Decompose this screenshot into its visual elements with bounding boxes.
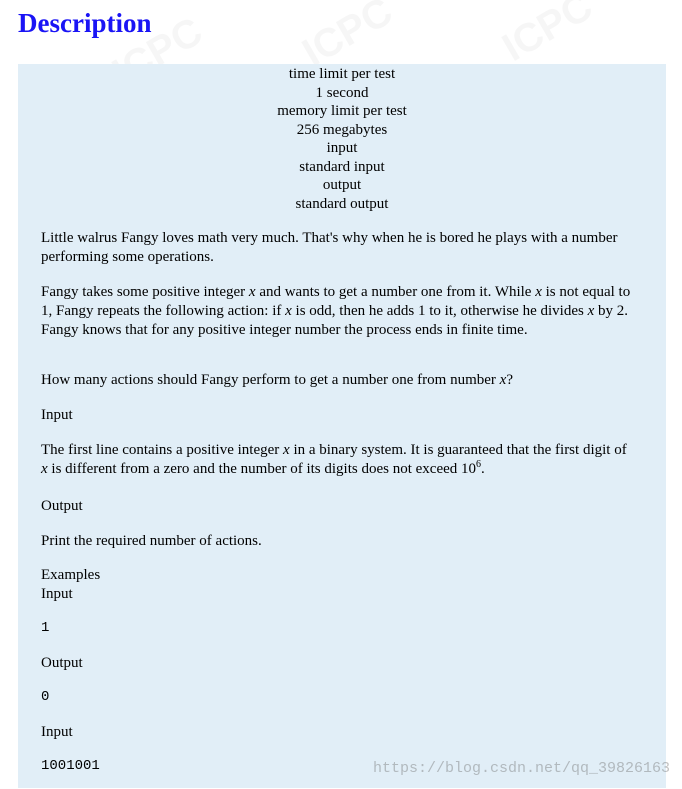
example-input-label: Input	[41, 586, 73, 602]
statement-paragraph-2: Fangy takes some positive integer x and wants to get a number one from it. While x is not equal to 1, Fangy repeats the following action: if x is odd, then he adds 1 to it, otherwise he divides x by 2. Fangy knows that for any positive integer number the process ends in finite time.	[41, 284, 631, 338]
output-section-title: Output	[41, 498, 83, 514]
example-input-value: 1	[41, 620, 50, 636]
output-file-title: output	[322, 177, 362, 193]
statement-paragraph-1: Little walrus Fangy loves math very much. That's why when he is bored he plays with a number performing some operations.	[41, 230, 618, 265]
time-limit-value: 1 second	[315, 84, 369, 101]
statement-paragraph-3: How many actions should Fangy perform to get a number one from number x?	[41, 372, 513, 388]
page-title: Description	[18, 8, 152, 38]
memory-limit-title: memory limit per test	[277, 103, 407, 119]
output-section-text: Print the required number of actions.	[41, 533, 262, 549]
output-file-value: standard output	[295, 195, 389, 212]
input-file-value: standard input	[299, 158, 385, 175]
icpc-watermark	[495, 0, 600, 71]
example-output-value: 0	[41, 689, 50, 705]
input-section-text: The first line contains a positive integer x in a binary system. It is guaranteed that the first digit of x is different from a zero and the number of its digits does not exceed $10^6$.	[41, 442, 627, 477]
examples-title: Examples	[41, 567, 101, 583]
memory-limit-value: 256 megabytes	[296, 121, 388, 138]
site-url-watermark: https://blog.csdn.net/qq_39826163	[372, 760, 670, 777]
example-input-label: Input	[41, 724, 73, 740]
input-section-title: Input	[41, 407, 73, 423]
example-output-label: Output	[41, 655, 83, 671]
input-file-title: input	[326, 140, 358, 156]
problem-panel	[18, 64, 666, 788]
time-limit-title: time limit per test	[288, 66, 396, 82]
example-input-value: 1001001	[41, 758, 100, 774]
problem-header	[18, 65, 666, 213]
